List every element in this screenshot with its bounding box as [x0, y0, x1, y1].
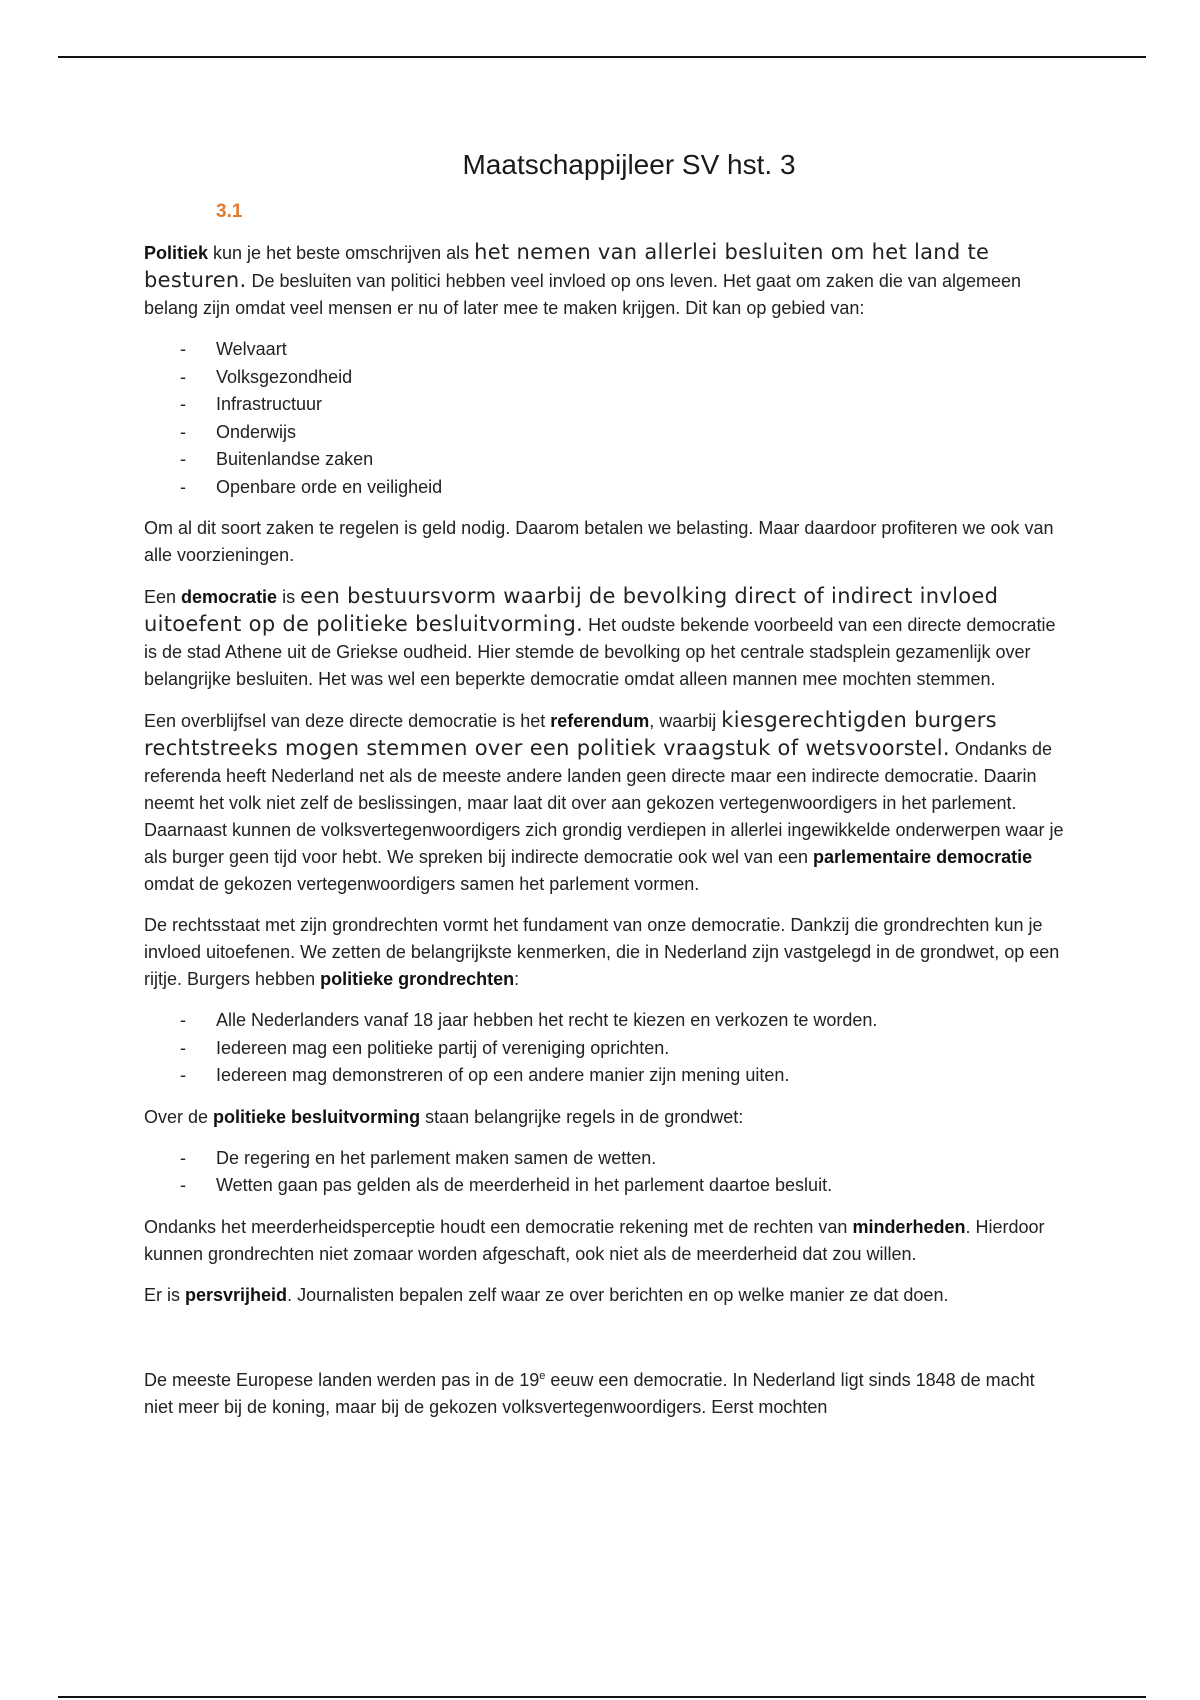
footer-rule	[58, 1696, 1146, 1698]
document-body	[144, 145, 1064, 1435]
term-politieke-besluitvorming: politieke besluitvorming	[213, 1106, 421, 1127]
term-persvrijheid: persvrijheid	[185, 1284, 288, 1305]
paragraph-minderheden: Ondanks het meerderheidsperceptie houdt een democratie rekening met de rechten van minderheden. Hierdoor kunnen grondrechten niet zomaar worden afgeschaft, ook niet als de meerderheid dat zou willen.	[144, 1216, 1045, 1264]
list-item: - Wetten gaan pas gelden als de meerderheid in het parlement daartoe besluit.	[144, 1172, 1064, 1200]
paragraph-referendum: Een overblijfsel van deze directe democratie is het referendum, waarbij kiesgerechtigden burgers rechtstreeks mogen stemmen over een politiek vraagstuk of wetsvoorstel. Ondanks de referenda heeft Nederland net als de meeste andere landen geen directe maar een indirecte democratie. Daarin neemt het volk niet zelf de beslissingen, maar laat dit over aan gekozen vertegenwoordigers in het parlement. Daarnaast kunnen de volksvertegenwoordigers zich grondig verdiepen in allerlei ingewikkelde onderwerpen waar je als burger geen tijd voor hebt. We spreken bij indirecte democratie ook wel van een parlementaire democratie omdat de gekozen vertegenwoordigers samen het parlement vormen.	[144, 708, 1064, 894]
term-politieke-grondrechten: politieke grondrechten	[320, 969, 515, 989]
list-item: - Iedereen mag een politieke partij of vereniging oprichten.	[144, 1035, 1064, 1063]
term-minderheden: minderheden	[852, 1216, 966, 1237]
page-title: Maatschappijleer SV hst. 3	[462, 149, 796, 180]
list-item: - Infrastructuur	[144, 391, 1064, 419]
term-politiek: Politiek	[144, 243, 209, 263]
paragraph-rechtsstaat: De rechtsstaat met zijn grondrechten vormt het fundament van onze democratie. Dankzij die grondrechten kun je invloed uitoefenen. We zetten de belangrijkste kenmerken, die in Nederland zijn vastgelegd in de grondwet, op een rijtje. Burgers hebben politieke grondrechten:	[144, 915, 1060, 989]
paragraph-democratie: Een democratie is een bestuursvorm waarbij de bevolking direct of indirect invloed uitoefent op de politieke besluitvorming. Het oudste bekende voorbeeld van een directe democratie is de stad Athene uit de Griekse oudheid. Hier stemde de bevolking op het centrale stadsplein gezamenlijk over belangrijke besluiten. Het was wel een beperkte democratie omdat alleen mannen mee mochten stemmen.	[144, 584, 1056, 689]
paragraph-besluitvorming: Over de politieke besluitvorming staan belangrijke regels in de grondwet:	[144, 1106, 744, 1127]
definition-democratie: een bestuursvorm waarbij de bevolking direct of indirect invloed uitoefent op de politieke besluitvorming.	[144, 584, 999, 636]
header-rule	[58, 56, 1146, 58]
besluitvorming-list	[144, 1145, 1064, 1200]
definition-politiek: het nemen van allerlei besluiten om het land te besturen.	[144, 240, 990, 292]
policy-areas-list	[144, 336, 1064, 501]
section-heading: 3.1	[216, 201, 243, 222]
grondrechten-list	[144, 1007, 1064, 1090]
list-item: - Volksgezondheid	[144, 364, 1064, 392]
paragraph-geschiedenis: De meeste Europese landen werden pas in de 19e eeuw een democratie. In Nederland ligt sinds 1848 de macht niet meer bij de koning, maar bij de gekozen volksvertegenwoordigers. Eerst mochten	[144, 1369, 1035, 1417]
list-item: - Buitenlandse zaken	[144, 446, 1064, 474]
list-item: - De regering en het parlement maken samen de wetten.	[144, 1145, 1064, 1173]
paragraph-belasting: Om al dit soort zaken te regelen is geld nodig. Daarom betalen we belasting. Maar daardoor profiteren we ook van alle voorzieningen.	[144, 518, 1054, 565]
definition-referendum: kiesgerechtigden burgers rechtstreeks mogen stemmen over een politiek vraagstuk of wetsvoorstel.	[144, 708, 997, 760]
term-referendum: referendum	[550, 711, 650, 731]
list-item: - Onderwijs	[144, 419, 1064, 447]
list-item: - Openbare orde en veiligheid	[144, 474, 1064, 502]
paragraph-politiek: Politiek kun je het beste omschrijven als het nemen van allerlei besluiten om het land te besturen. De besluiten van politici hebben veel invloed op ons leven. Het gaat om zaken die van algemeen belang zijn omdat veel mensen er nu of later mee te maken krijgen. Dit kan op gebied van:	[144, 240, 1022, 318]
spacer	[144, 1323, 1064, 1363]
list-item: - Welvaart	[144, 336, 1064, 364]
list-item: - Iedereen mag demonstreren of op een andere manier zijn mening uiten.	[144, 1062, 1064, 1090]
list-item: - Alle Nederlanders vanaf 18 jaar hebben het recht te kiezen en verkozen te worden.	[144, 1007, 1064, 1035]
term-parlementaire-democratie: parlementaire democratie	[813, 847, 1033, 867]
paragraph-persvrijheid: Er is persvrijheid. Journalisten bepalen zelf waar ze over berichten en op welke manier ze dat doen.	[144, 1284, 949, 1305]
term-democratie: democratie	[181, 587, 278, 607]
